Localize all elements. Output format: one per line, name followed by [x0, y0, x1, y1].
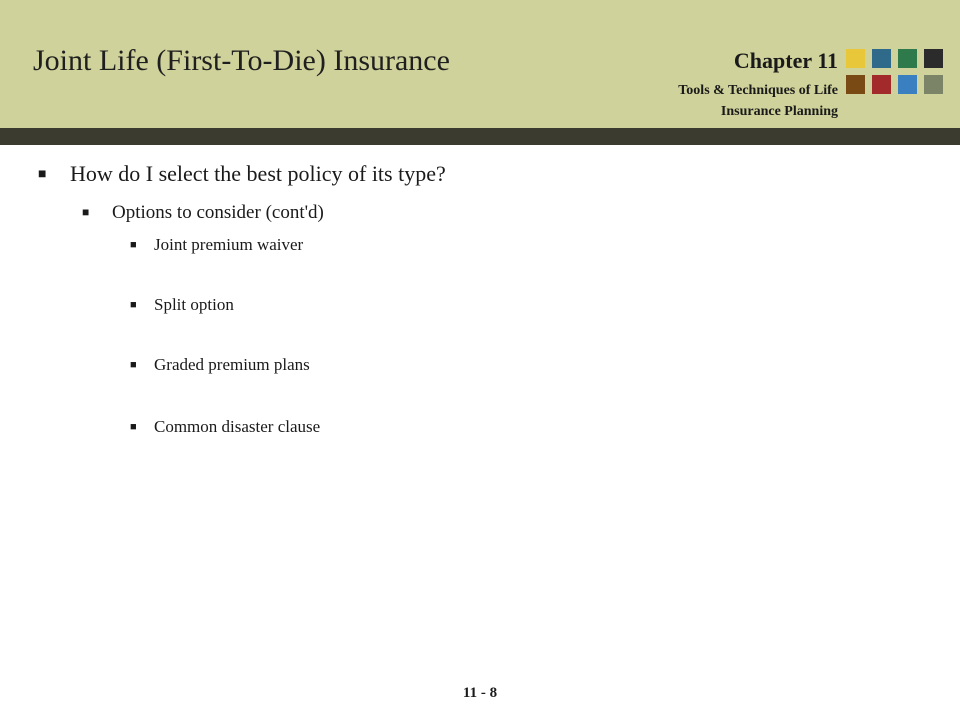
color-square-7 — [898, 75, 917, 94]
chapter-subtitle — [618, 80, 838, 122]
bullet-text: Common disaster clause — [154, 417, 321, 436]
slide-title: Joint Life (First-To-Die) Insurance — [33, 44, 450, 77]
color-square-1 — [846, 49, 865, 68]
bullet-level-3-item — [130, 354, 310, 376]
bullet-text: Graded premium plans — [154, 355, 310, 374]
bullet-level-3-item — [130, 416, 320, 438]
decorative-color-squares — [846, 49, 943, 94]
header-divider-bar — [0, 128, 960, 145]
square-bullet-icon: ■ — [38, 167, 47, 182]
color-square-2 — [872, 49, 891, 68]
square-bullet-icon: ■ — [82, 205, 90, 219]
bullet-level-3-item — [130, 294, 234, 316]
square-bullet-icon: ■ — [130, 299, 137, 311]
color-square-8 — [924, 75, 943, 94]
bullet-text: Split option — [154, 295, 234, 314]
color-square-3 — [898, 49, 917, 68]
page-number: 11 - 8 — [462, 685, 498, 701]
square-bullet-icon: ■ — [130, 239, 137, 251]
color-square-5 — [846, 75, 865, 94]
color-square-4 — [924, 49, 943, 68]
square-bullet-icon: ■ — [130, 421, 137, 433]
bullet-level-1 — [38, 160, 446, 189]
bullet-level-3-item — [130, 234, 303, 256]
chapter-subtitle-line-1: Tools & Techniques of Life — [678, 83, 838, 98]
bullet-text: How do I select the best policy of its type? — [70, 161, 446, 186]
bullet-text: Options to consider (cont'd) — [112, 202, 324, 223]
chapter-subtitle-line-2: Insurance Planning — [720, 104, 838, 119]
chapter-label: Chapter 11 — [733, 48, 838, 73]
bullet-level-2 — [82, 200, 324, 225]
color-square-6 — [872, 75, 891, 94]
square-bullet-icon: ■ — [130, 359, 137, 371]
bullet-text: Joint premium waiver — [154, 235, 304, 254]
